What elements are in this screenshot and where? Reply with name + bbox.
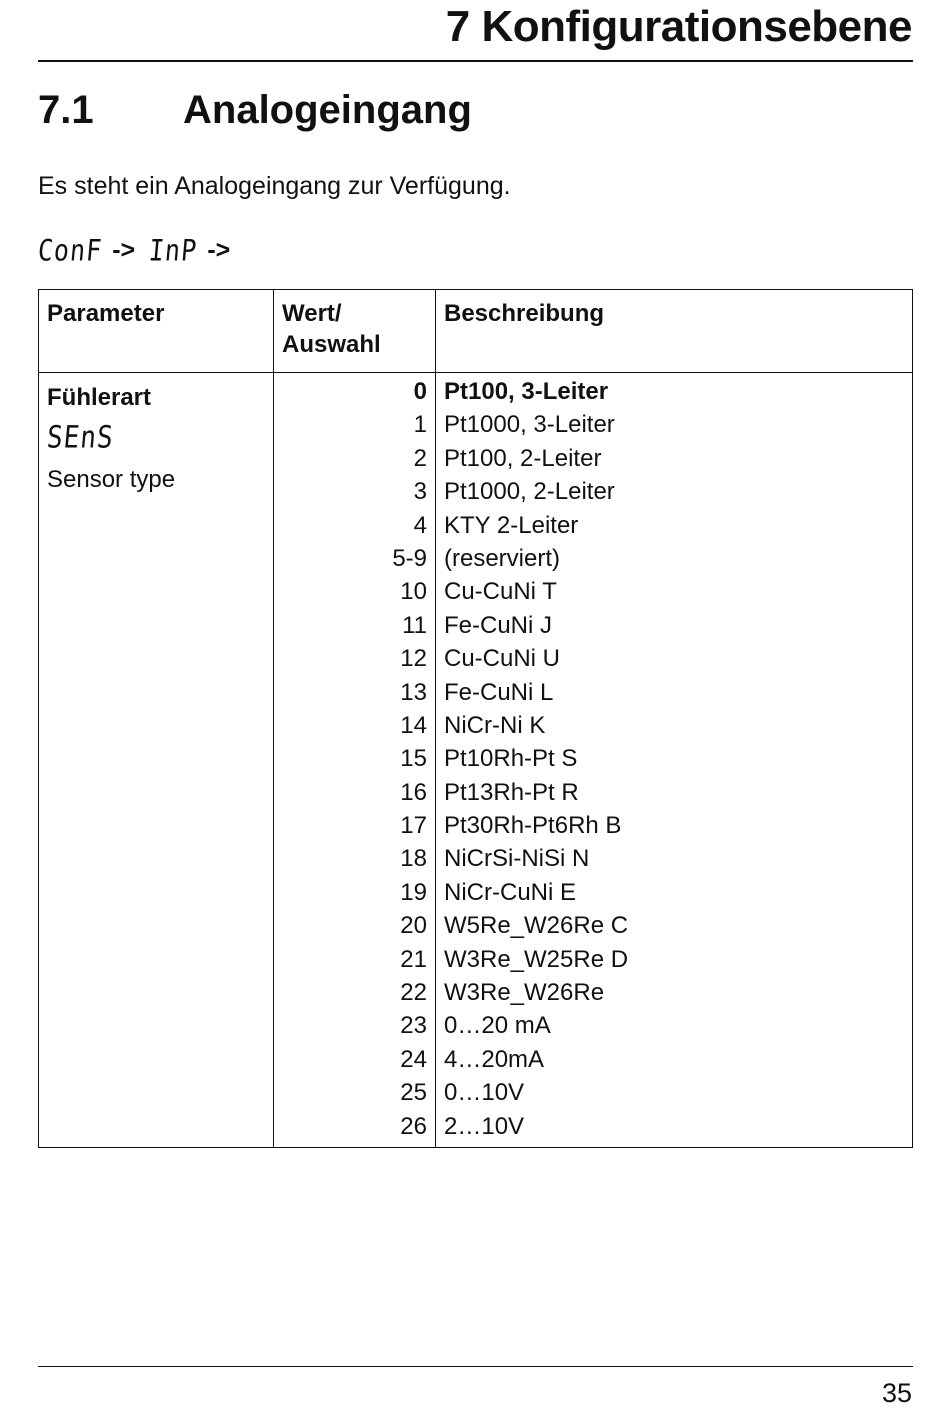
description-item: 0…10V: [444, 1079, 525, 1107]
description-item: 4…20mA: [444, 1045, 545, 1073]
menu-path-level1: ConF: [36, 233, 104, 268]
footer-rule: [38, 1366, 913, 1367]
menu-path-arrow: ->: [207, 236, 231, 264]
value-item: 13: [400, 678, 427, 706]
parameter-table: [38, 289, 913, 1148]
description-item: Pt1000, 3-Leiter: [444, 411, 615, 439]
description-item: Pt10Rh-Pt S: [444, 745, 578, 773]
menu-path-level2: InP: [147, 233, 199, 268]
descriptions-cell: [436, 373, 913, 1148]
description-item: Pt100, 3-Leiter: [444, 378, 609, 405]
parameter-name: Fühlerart: [47, 384, 152, 411]
description-item: KTY 2-Leiter: [444, 511, 579, 539]
description-item: Fe-CuNi J: [444, 611, 553, 639]
values-cell: [274, 373, 436, 1148]
parameter-code: SEnS: [45, 420, 116, 456]
value-item: 5-9: [392, 544, 427, 572]
value-item: 19: [400, 878, 427, 906]
section-number: 7.1: [38, 88, 94, 132]
value-item: 24: [400, 1045, 427, 1073]
value-item: 3: [413, 478, 427, 506]
description-item: Pt100, 2-Leiter: [444, 444, 602, 472]
description-item: Cu-CuNi T: [444, 578, 557, 606]
table-row: [39, 373, 913, 1148]
value-item: 11: [402, 611, 427, 639]
description-item: Pt30Rh-Pt6Rh B: [444, 812, 622, 840]
value-item: 25: [400, 1079, 427, 1107]
description-item: NiCrSi-NiSi N: [444, 845, 590, 873]
value-item: 17: [400, 812, 427, 840]
value-item: 23: [400, 1012, 427, 1040]
table-header-row: [39, 290, 913, 373]
description-item: Pt13Rh-Pt R: [444, 778, 579, 806]
header-value-line1: Wert/: [282, 300, 342, 327]
value-item: 2: [413, 444, 427, 472]
value-item: 18: [400, 845, 427, 873]
value-item: 14: [400, 711, 427, 739]
header-rule: [38, 60, 913, 62]
description-item: NiCr-CuNi E: [444, 878, 576, 906]
description-item: 0…20 mA: [444, 1012, 551, 1040]
header-description: Beschreibung: [436, 290, 913, 373]
value-item: 21: [400, 945, 427, 973]
header-parameter: Parameter: [39, 290, 274, 373]
description-item: Pt1000, 2-Leiter: [444, 478, 615, 506]
description-item: W5Re_W26Re C: [444, 912, 629, 940]
menu-path: [36, 233, 244, 268]
value-item: 0: [413, 378, 427, 405]
value-item: 4: [413, 511, 427, 539]
description-item: (reserviert): [444, 544, 561, 572]
description-item: Fe-CuNi L: [444, 678, 554, 706]
description-item: Cu-CuNi U: [444, 645, 561, 673]
value-item: 16: [400, 778, 427, 806]
intro-text: Es steht ein Analogeingang zur Verfügung.: [38, 172, 511, 200]
section-heading: [38, 88, 472, 133]
menu-path-arrow: ->: [112, 236, 136, 264]
value-item: 20: [400, 912, 427, 940]
chapter-title: 7 Konfigurationsebene: [445, 2, 912, 51]
value-item: 12: [400, 645, 427, 673]
value-item: 22: [400, 979, 427, 1007]
parameter-cell: [39, 373, 274, 1148]
parameter-description: Sensor type: [47, 466, 176, 493]
description-item: 2…10V: [444, 1112, 525, 1140]
value-item: 15: [400, 745, 427, 773]
header-value-line2: Auswahl: [282, 331, 381, 358]
value-item: 10: [400, 578, 427, 606]
description-item: W3Re_W25Re D: [444, 945, 629, 973]
description-item: W3Re_W26Re: [444, 979, 605, 1007]
section-title: Analogeingang: [183, 88, 472, 132]
page-number: 35: [881, 1378, 912, 1408]
value-item: 1: [413, 411, 427, 439]
header-value: [274, 290, 436, 373]
value-item: 26: [400, 1112, 427, 1140]
description-item: NiCr-Ni K: [444, 711, 546, 739]
